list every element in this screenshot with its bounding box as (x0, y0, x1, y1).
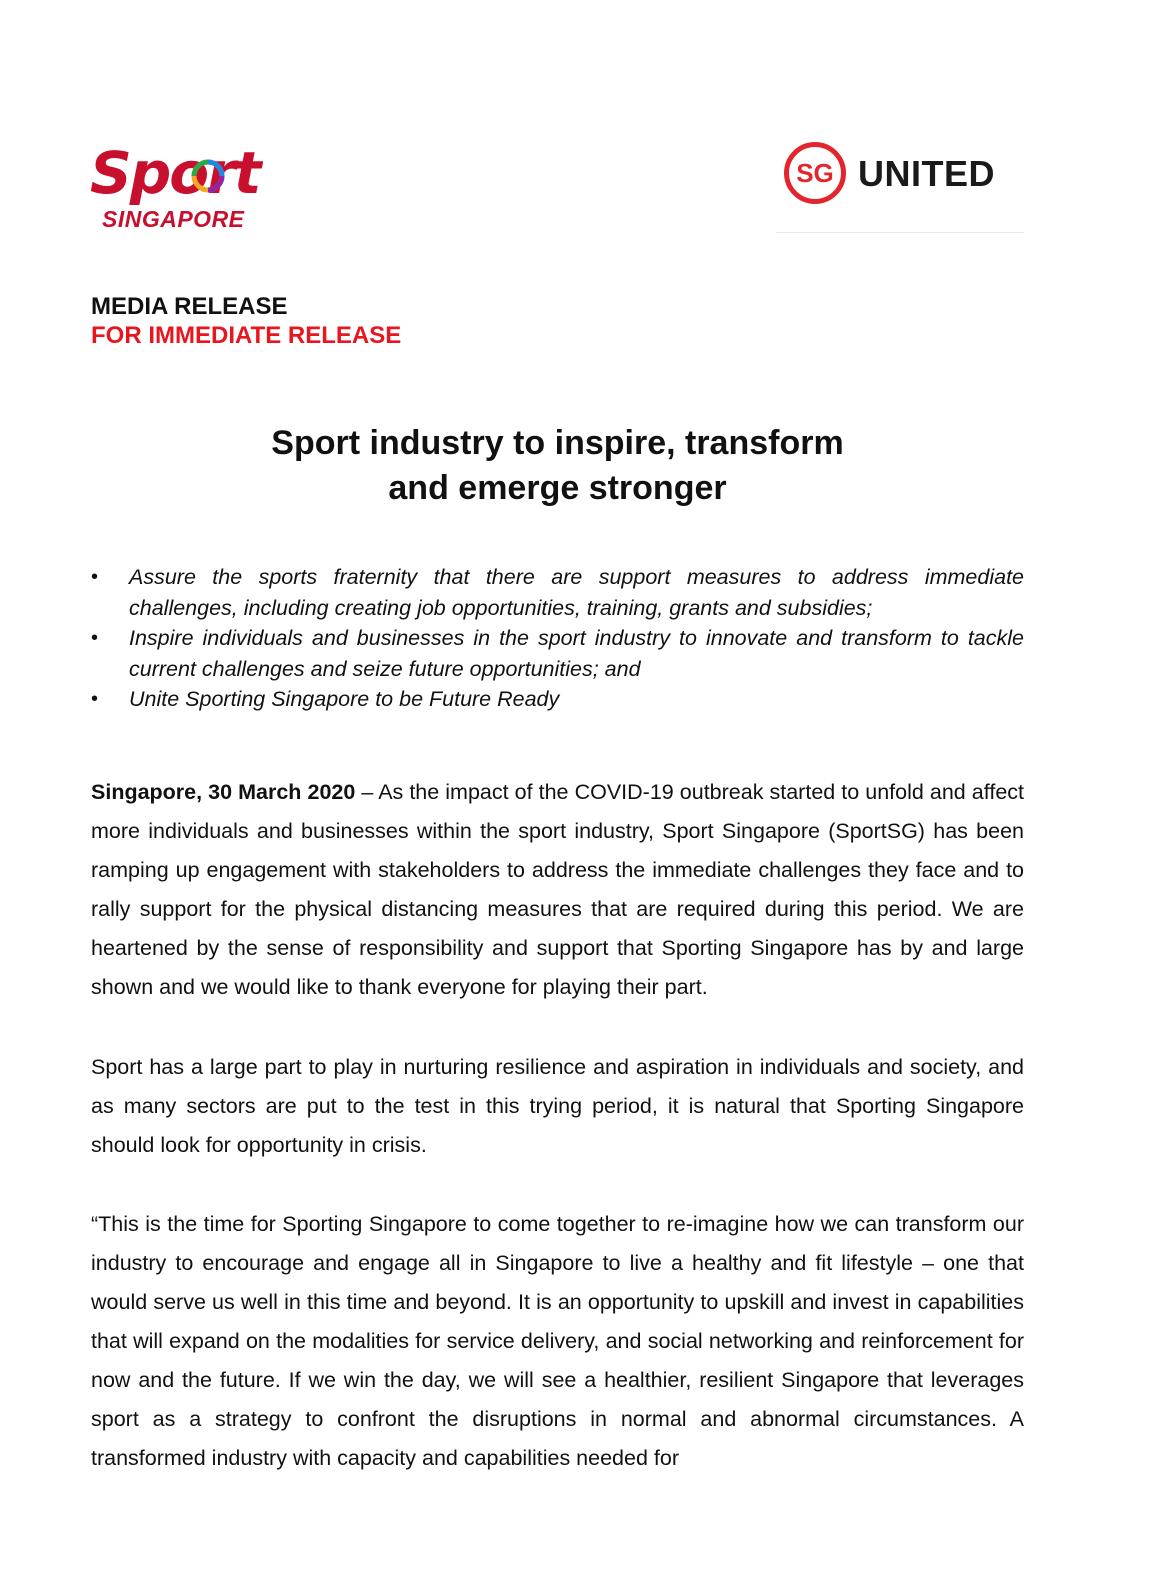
release-type: MEDIA RELEASE (91, 293, 288, 320)
bullet-icon: • (91, 688, 99, 710)
logo-divider (776, 232, 1024, 233)
sport-singapore-logo (90, 140, 290, 240)
body-paragraph-2: Sport has a large part to play in nurturing resilience and aspiration in individuals and society, and as many sectors are put to the test in this trying period, it is natural that Sporting Singapore should look for opportunity in crisis. (91, 1055, 1024, 1157)
page-title (0, 421, 1115, 511)
sg-circle-icon (784, 142, 846, 204)
sg-united-word: UNITED (858, 153, 995, 194)
sport-logo-word: Sport (90, 139, 260, 207)
summary-bullets (91, 562, 1024, 715)
list-item: • Inspire individuals and businesses in the sport industry to innovate and transform to tackle current challenges and seize future opportunities; and (91, 623, 1024, 684)
sport-logo-swirl-icon (90, 140, 290, 210)
body-paragraph-3: “This is the time for Sporting Singapore to come together to re-imagine how we can transform our industry to encourage and engage all in Singapore to live a healthy and fit lifestyle – one that would serve us well in this time and beyond. It is an opportunity to upskill and invest in capabilities that will expand on the modalities for service delivery, and social networking and reinforcement for now and the future. If we win the day, we will see a healthier, resilient Singapore that leverages sport as a strategy to confront the disruptions in normal and abnormal circumstances. A transformed industry with capacity and capabilities needed for (91, 1212, 1024, 1470)
list-item: • Assure the sports fraternity that there are support measures to address immediate challenges, including creating job opportunities, training, grants and subsidies; (91, 562, 1024, 623)
body-paragraph-1: Singapore, 30 March 2020 – As the impact of the COVID-19 outbreak started to unfold and affect more individuals and businesses within the sport industry, Sport Singapore (SportSG) has been ramping up engagement with stakeholders to address the immediate challenges they face and to rally support for the physical distancing measures that are required during this period. We are heartened by the sense of responsibility and support that Sporting Singapore has by and large shown and we would like to thank everyone for playing their part. (91, 780, 1025, 999)
title-line-1: Sport industry to inspire, transform (271, 424, 844, 462)
dateline: Singapore, 30 March 2020 (91, 780, 356, 804)
sg-mark: SG (796, 158, 834, 188)
sport-logo-subtitle: SINGAPORE (102, 206, 245, 232)
bullet-icon: • (91, 627, 99, 649)
title-line-2: and emerge stronger (388, 469, 727, 507)
sg-united-logo (784, 142, 1024, 236)
release-timing: FOR IMMEDIATE RELEASE (91, 322, 402, 349)
list-item: • Unite Sporting Singapore to be Future Ready (91, 684, 1024, 715)
bullet-icon: • (91, 566, 99, 588)
